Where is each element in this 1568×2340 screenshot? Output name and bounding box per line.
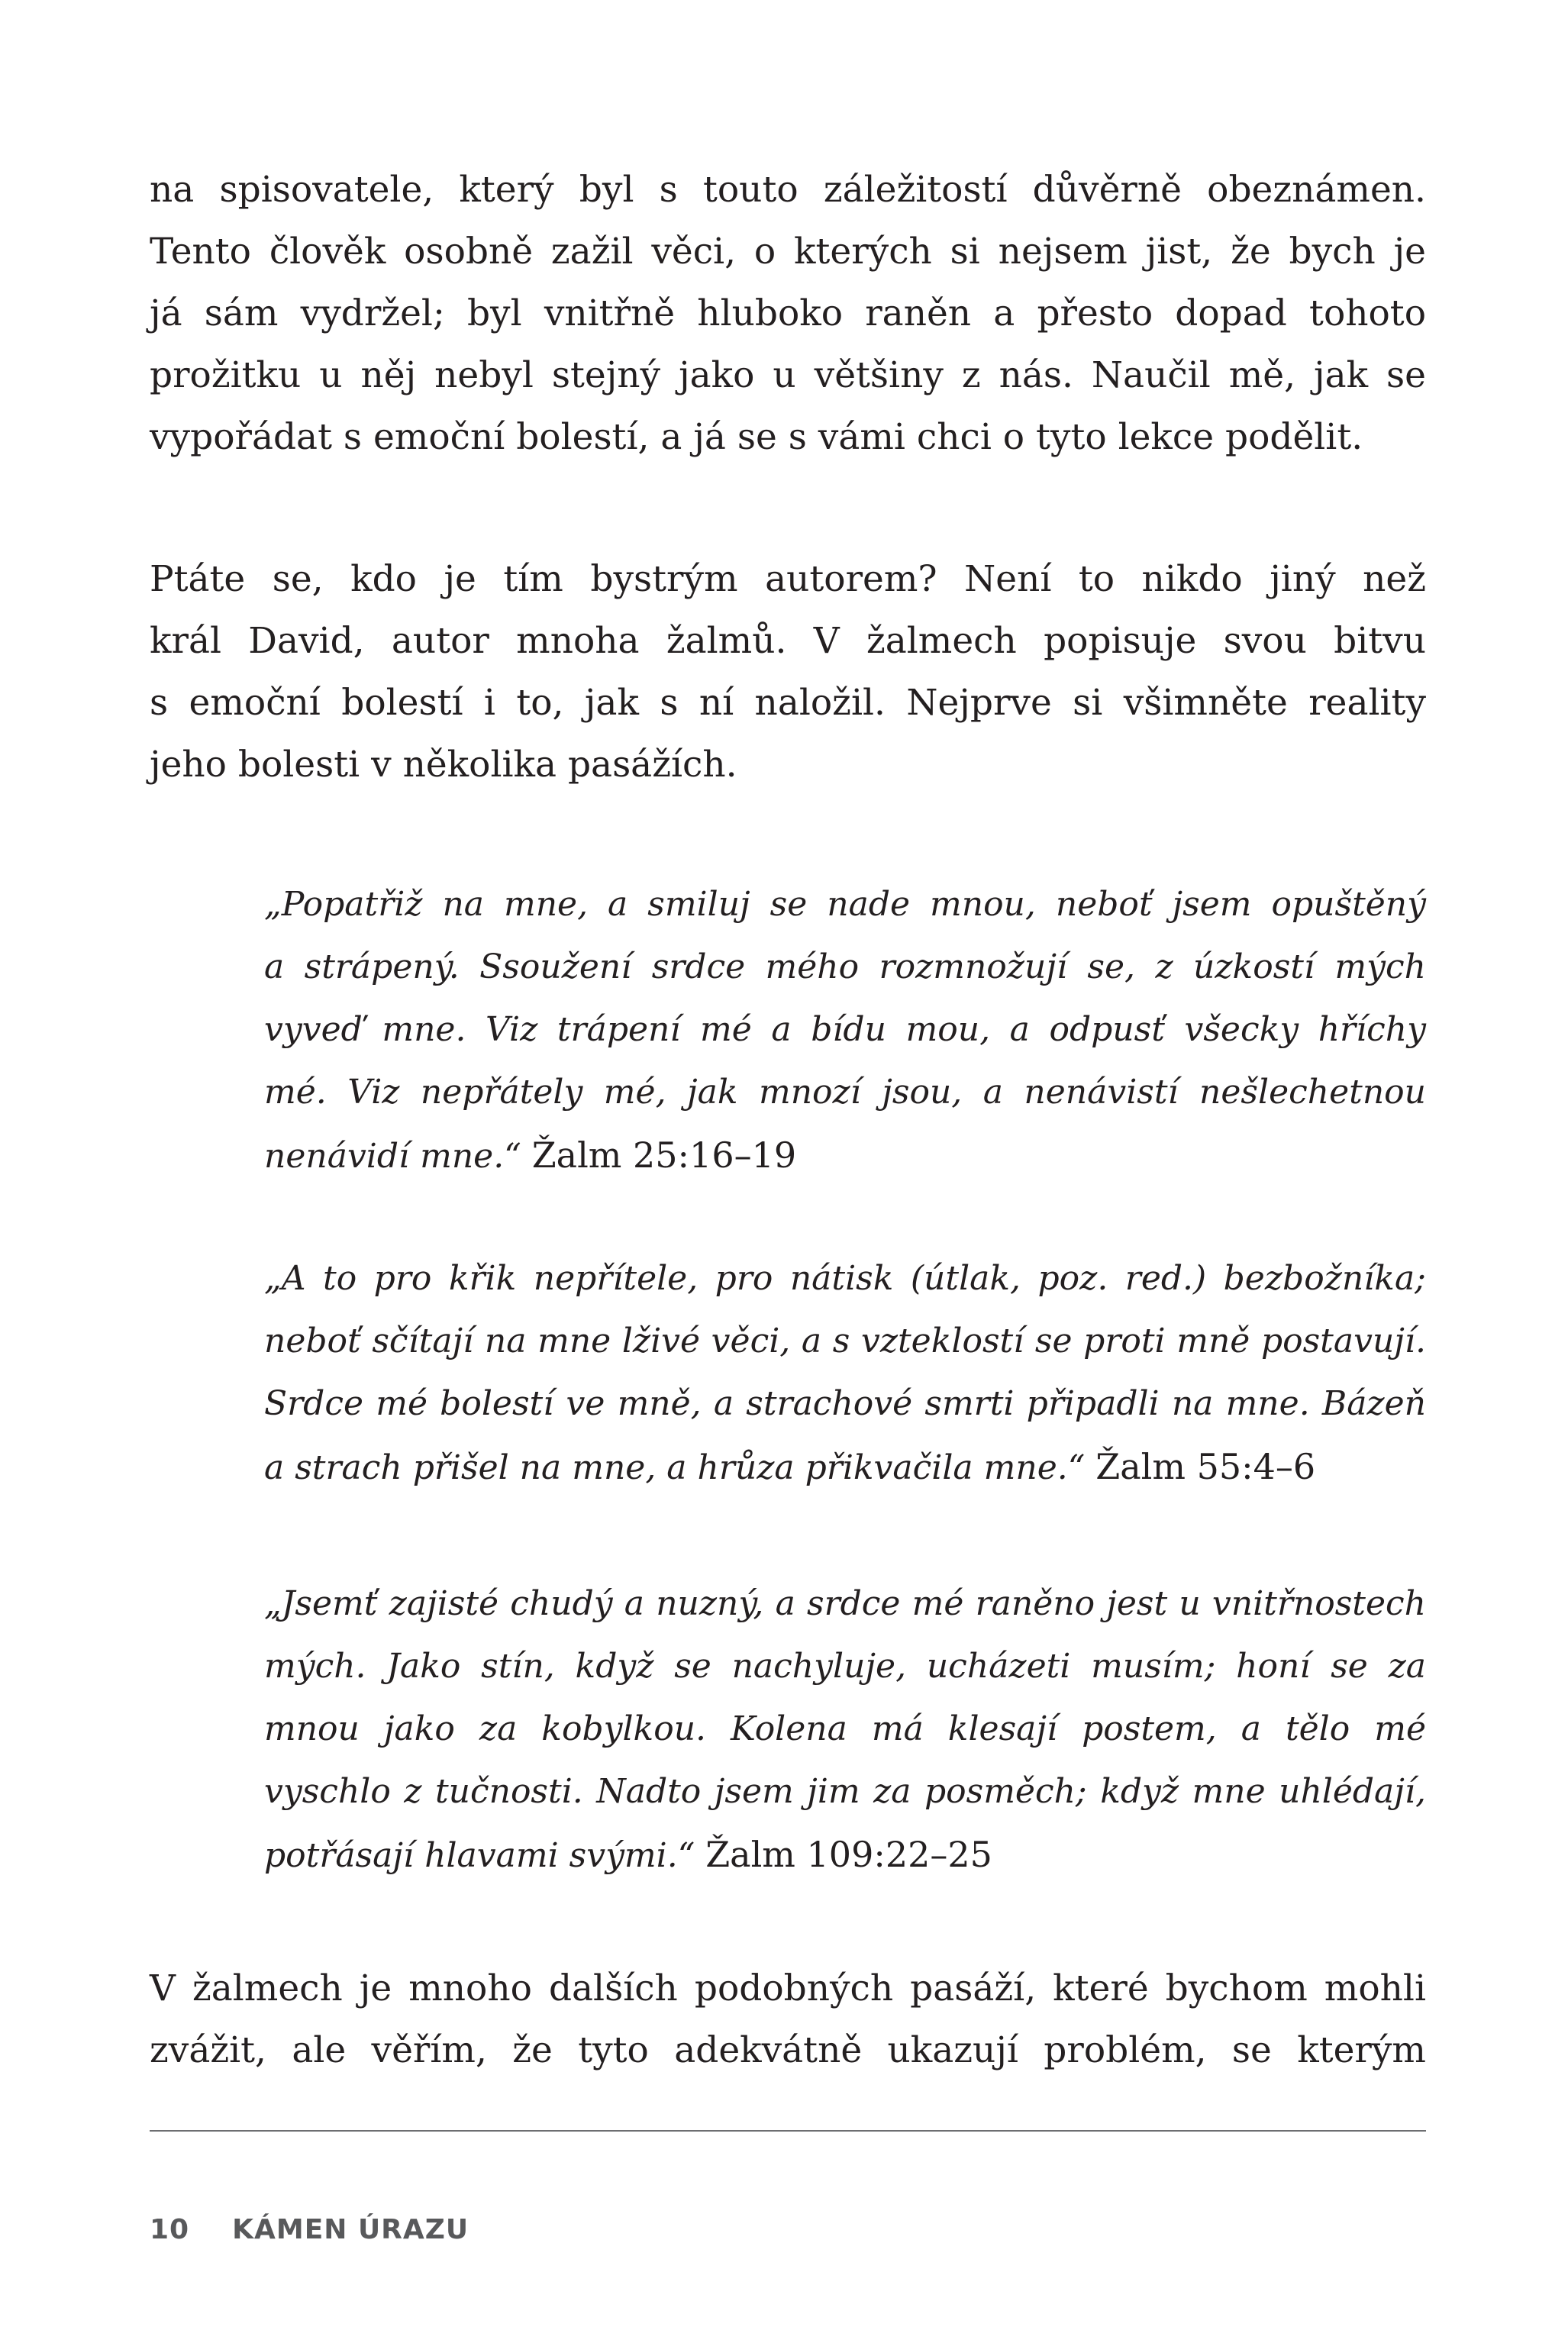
footer-divider [150,2130,1426,2132]
quote-line: mé. Viz nepřátely mé, jak mnozí jsou, a nenávistí nešlechetnou [264,1073,1426,1112]
psalm-quote-3 [264,1573,1426,1887]
quote-last-line [264,1435,1426,1499]
page-number: 10 [150,2214,190,2245]
psalm-reference: Žalm 25:16–19 [531,1134,797,1176]
psalm-quote-2 [264,1247,1426,1499]
paragraph-2 [150,548,1426,796]
paragraph-1 [150,159,1426,468]
text-line: jeho bolesti v několika pasážích. [150,744,737,786]
quote-last-line [264,1124,1426,1188]
text-line: prožitku u něj nebyl stejný jako u většiny z nás. Naučil mě, jak se [150,354,1426,396]
quote-line: „Popatřiž na mne, a smiluj se nade mnou, neboť jsem opuštěný [264,885,1426,924]
quote-line: a strach přišel na mne, a hrůza přikvačila mne.“ [264,1448,1086,1487]
quote-line: vyveď mne. Viz trápení mé a bídu mou, a odpusť všecky hříchy [264,1010,1426,1049]
quote-line: nenávidí mne.“ [264,1137,521,1176]
quote-line: potřásají hlavami svými.“ [264,1836,695,1875]
quote-line: „A to pro křik nepřítele, pro nátisk (útlak, poz. red.) bezbožníka; [264,1259,1426,1298]
paragraph-3 [150,1958,1426,2081]
text-line: král David, autor mnoha žalmů. V žalmech popisuje svou bitvu [150,620,1426,662]
quote-line: vyschlo z tučnosti. Nadto jsem jim za posměch; když mne uhlédají, [264,1772,1426,1811]
psalm-reference: Žalm 55:4–6 [1095,1446,1316,1487]
quote-line: neboť sčítají na mne lživé věci, a s vzteklostí se proti mně postavují. [264,1322,1426,1360]
text-line: zvážit, ale věřím, že tyto adekvátně ukazují problém, se kterým [150,2029,1426,2071]
text-line: s emoční bolestí i to, jak s ní naložil. Nejprve si všimněte reality [150,682,1426,724]
text-line: vypořádat s emoční bolestí, a já se s vámi chci o tyto lekce podělit. [150,416,1363,458]
psalm-reference: Žalm 109:22–25 [705,1834,992,1875]
quote-last-line [264,1823,1426,1887]
text-line: já sám vydržel; byl vnitřně hluboko raněn a přesto dopad tohoto [150,292,1426,334]
text-line: Ptáte se, kdo je tím bystrým autorem? Není to nikdo jiný než [150,558,1426,600]
quote-line: Srdce mé bolestí ve mně, a strachové smrti připadli na mne. Bázeň [264,1384,1426,1423]
quote-line: mých. Jako stín, když se nachyluje, ucházeti musím; honí se za [264,1647,1426,1686]
text-line: V žalmech je mnoho dalších podobných pasáží, které bychom mohli [150,1967,1426,2009]
running-title: KÁMEN ÚRAZU [232,2214,469,2245]
psalm-quote-1 [264,873,1426,1188]
quote-line: a strápený. Ssoužení srdce mého rozmnožují se, z úzkostí mých [264,947,1426,986]
quote-line: „Jsemť zajisté chudý a nuzný, a srdce mé raněno jest u vnitřnostech [264,1584,1426,1623]
text-line: na spisovatele, který byl s touto záležitostí důvěrně obeznámen. [150,169,1426,211]
text-line: Tento člověk osobně zažil věci, o kterých si nejsem jist, že bych je [150,231,1426,273]
quote-line: mnou jako za kobylkou. Kolena má klesají postem, a tělo mé [264,1709,1426,1748]
page-footer [150,2214,469,2245]
